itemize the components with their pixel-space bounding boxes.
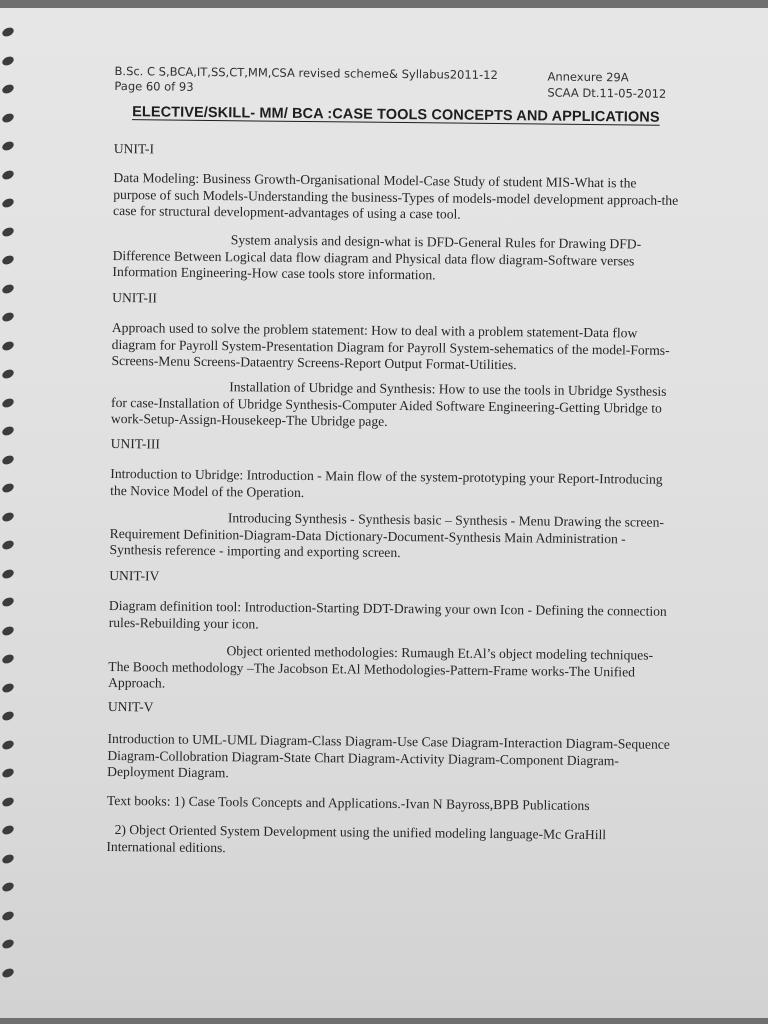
textbooks-line: Text books: 1) Case Tools Concepts and Applications.-Ivan N Bayross,BPB Publications xyxy=(106,792,590,814)
paper-sheet xyxy=(0,8,768,1018)
unit-heading: UNIT-I xyxy=(113,140,155,157)
course-line: B.Sc. C S,BCA,IT,SS,CT,MM,CSA revised scheme& Syllabus2011-12 xyxy=(114,63,498,83)
indent-space xyxy=(111,390,229,391)
page-title: ELECTIVE/SKILL- MM/ BCA :CASE TOOLS CONCEPTS AND APPLICATIONS xyxy=(132,104,660,126)
unit-heading: UNIT-V xyxy=(107,698,154,715)
annexure-label: Annexure 29A xyxy=(547,69,629,85)
page-number: Page 60 of 93 xyxy=(114,78,194,94)
unit-paragraph: Introduction to UML-UML Diagram-Class Diagram-Use Case Diagram-Interaction Diagram-Sequence Diagram-Collobration Diagram-State Chart Diagram-Activity Diagram-Component Diagram-Deployment Diagram. xyxy=(107,730,670,781)
indent-space xyxy=(113,243,231,244)
indent-space xyxy=(110,521,228,522)
indent-space xyxy=(108,654,226,655)
unit-paragraph: Data Modeling: Business Growth-Organisational Model-Case Study of student MIS-What is the purpose of such Models-Understanding the business-Types of models-model development approach-the case for structural development-advantages of using a case tool. xyxy=(113,169,679,222)
unit-paragraph xyxy=(111,378,676,434)
unit-heading: UNIT-III xyxy=(110,435,161,452)
paragraph-text: Introducing Synthesis - Synthesis basic – Synthesis - Menu Drawing the screen-Requirement Definition-Diagram-Data Dictionary-Document-Synthesis Main Administration - Synthesis reference - importing and exporting screen. xyxy=(109,510,665,561)
unit-paragraph: Approach used to solve the problem statement: How to deal with a problem statement-Data flow diagram for Payroll System-Presentation Diagram for Payroll System-sehematics of the model-Forms-Screens-Menu Screens-Dataentry Screens-Report Output Format-Utilities. xyxy=(111,319,670,373)
unit-paragraph: Introduction to Ubridge: Introduction - Main flow of the system-prototyping your Report-Introducing the Novice Model of the Operation. xyxy=(110,465,663,500)
unit-heading: UNIT-II xyxy=(112,289,158,306)
unit-paragraph: Diagram definition tool: Introduction-Starting DDT-Drawing your own Icon - Defining the connection rules-Rebuilding your icon. xyxy=(108,597,667,632)
paragraph-text: Installation of Ubridge and Synthesis: How to use the tools in Ubridge Systhesis for case-Installation of Ubridge Synthesis-Computer Aided Software Engineering-Getting Ubridge to work-Setup-Assign-Housekeep-The Ubridge page. xyxy=(110,379,667,430)
paragraph-text: System analysis and design-what is DFD-General Rules for Drawing DFD-Difference Between Logical data flow diagram and Physical data flow diagram-Software verses Information Engineering-How case tools store information. xyxy=(112,232,642,283)
unit-paragraph xyxy=(108,642,673,698)
page-content xyxy=(0,8,768,1018)
unit-heading: UNIT-IV xyxy=(109,567,160,584)
paragraph-text: Object oriented methodologies: Rumaugh Et.Al’s object modeling techniques-The Booch methodology –The Jacobson Et.Al Methodologies-Pattern-Frame works-The Unified Approach. xyxy=(108,643,654,691)
scaa-date: SCAA Dt.11-05-2012 xyxy=(547,85,667,101)
unit-paragraph xyxy=(109,509,674,565)
unit-paragraph xyxy=(112,231,677,287)
textbooks-line: 2) Object Oriented System Development using the unified modeling language-Mc GraHill International editions. xyxy=(106,822,607,855)
